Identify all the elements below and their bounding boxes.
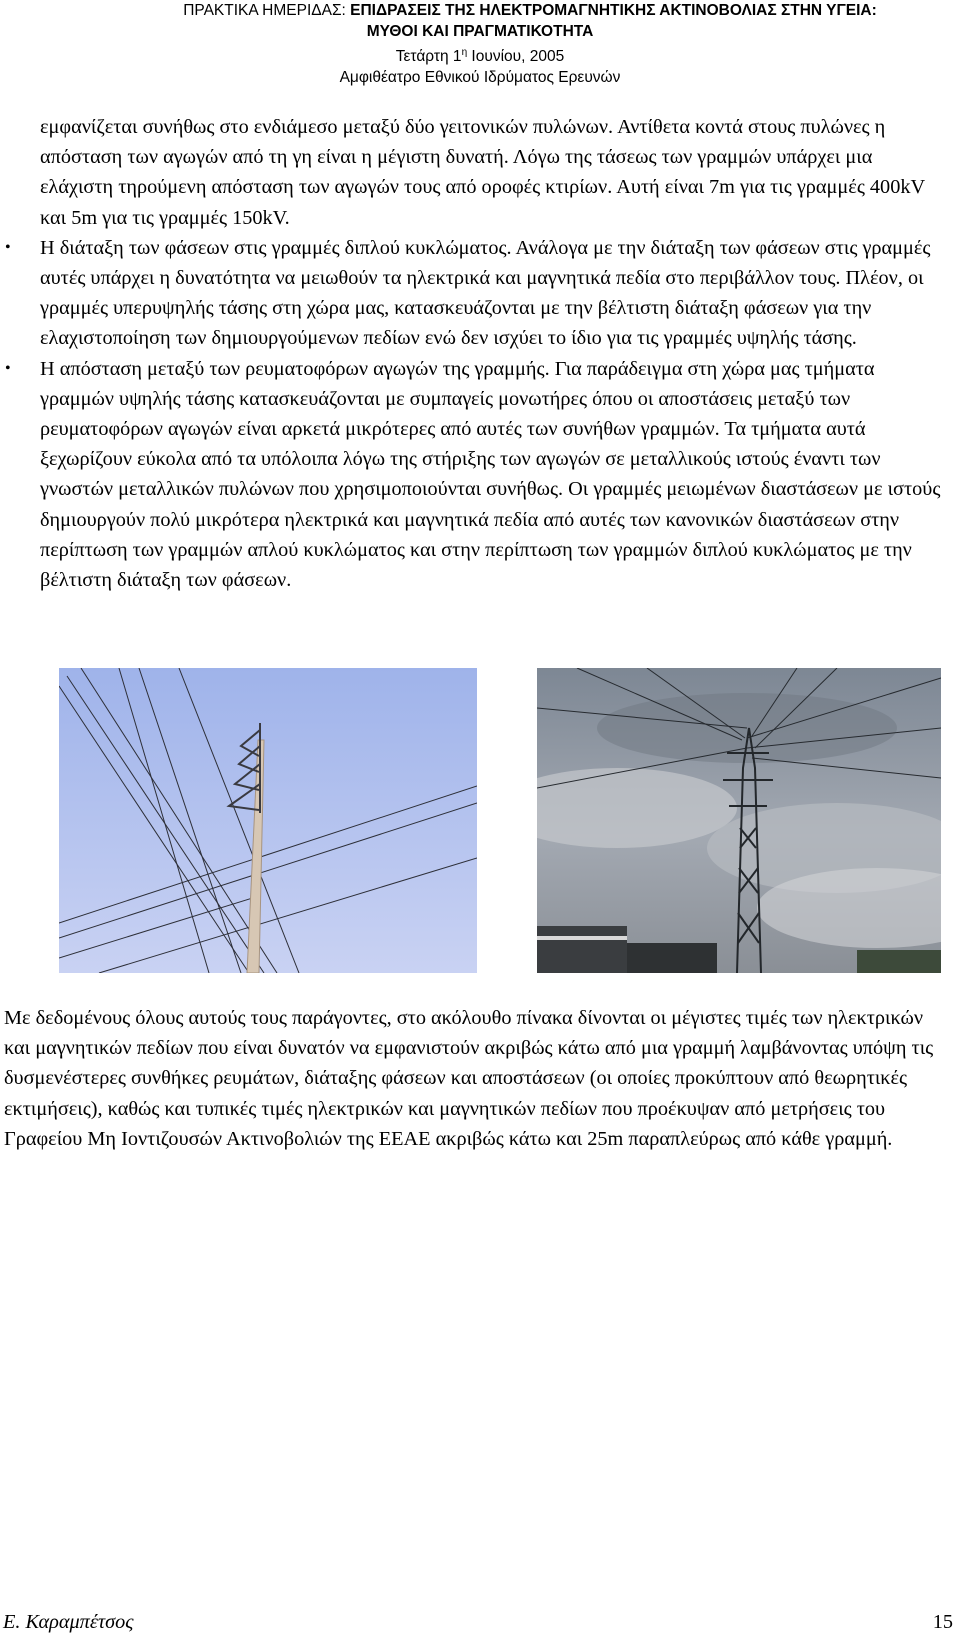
header-date-day: Τετάρτη 1 xyxy=(395,48,462,66)
bullet-lead: Η απόσταση μεταξύ των ρευματοφόρων αγωγών της γραμμής. xyxy=(40,357,550,380)
lattice-tower-image xyxy=(537,668,941,973)
bullet-icon: • xyxy=(5,238,11,256)
bullet-text: Για παράδειγμα στη χώρα μας τμήματα γραμμών υψηλής τάσης κατασκευάζονται με συμπαγείς μονωτήρες όπου οι αποστάσεις μεταξύ των ρευματοφόρων αγωγών είναι αρκετά μικρότερες από αυτές των συνήθων γραμμών. Τα τμήματα αυτά ξεχωρίζουν εύκολα από τα υπόλοιπα λόγω της στήριξης των αγωγών σε μεταλλικούς ιστούς έναντι των γνωστών μεταλλικών πυλώνων που χρησιμοποιούνται συνήθως. Οι γραμμές μειωμένων διαστάσεων με ιστούς δημιουργούν πολύ μικρότερα ηλεκτρικά και μαγνητικά πεδία από αυτές των κανονικών διαστάσεων στην περίπτωση των γραμμών απλού κυκλώματος και στην περίπτωση των γραμμών διπλού κυκλώματος με την βέλτιστη διάταξη των φάσεων. xyxy=(40,357,941,592)
bullet-lead: Η διάταξη των φάσεων στις γραμμές διπλού κυκλώματος. xyxy=(40,236,512,259)
header-date-sup: η xyxy=(461,47,468,58)
header-line-1 xyxy=(0,0,960,21)
header-date xyxy=(0,42,960,67)
header-title: ΕΠΙΔΡΑΣΕΙΣ ΤΗΣ ΗΛΕΚΤΡΟΜΑΓΝΗΤΙΚΗΣ ΑΚΤΙΝΟΒΟΛΙΑΣ ΣΤΗΝ ΥΓΕΙΑ: xyxy=(350,2,877,19)
closing-text xyxy=(4,1003,950,1154)
page-number: 15 xyxy=(932,1611,953,1633)
compact-pole-image xyxy=(59,668,477,973)
page-header xyxy=(0,0,960,88)
footer-author: Ε. Καραμπέτσος xyxy=(3,1611,134,1633)
header-prefix: ΠΡΑΚΤΙΚΑ ΗΜΕΡΙΔΑΣ: xyxy=(183,2,351,19)
header-date-rest: Ιουνίου, 2005 xyxy=(467,48,565,66)
bullet-icon: • xyxy=(5,359,11,377)
photo-row xyxy=(0,668,960,974)
bullet-text: Ανάλογα με την διάταξη των φάσεων στις γραμμές αυτές υπάρχει η δυνατότητα να μειωθούν τα ηλεκτρικά και μαγνητικά πεδία στο περιβάλλον τους. Πλέον, οι γραμμές υπερυψηλής τάσης στη χώρα μας, κατασκευάζονται με την βέλτιστη διάταξη φάσεων για την ελαχιστοποίηση των δημιουργούμενων πεδίων ενώ δεν ισχύει το ίδιο για τις γραμμές υψηλής τάσης. xyxy=(40,236,931,350)
header-line-2 xyxy=(0,21,960,42)
intro-paragraph: εμφανίζεται συνήθως στο ενδιάμεσο μεταξύ δύο γειτονικών πυλώνων. Αντίθετα κοντά στους πυλώνες η απόσταση των αγωγών από τη γη είναι η μέγιστη δυνατή. Λόγω της τάσεως των γραμμών υπάρχει μια ελάχιστη τηρούμενη απόσταση των αγωγών τους από οροφές κτιρίων. Αυτή είναι 7m για τις γραμμές 400kV και 5m για τις γραμμές 150kV. xyxy=(40,116,925,229)
bullet-item xyxy=(5,233,945,354)
photo-compact-pole xyxy=(59,668,477,973)
bullet-item xyxy=(5,354,945,596)
closing-paragraph: Με δεδομένους όλους αυτούς τους παράγοντες, στο ακόλουθο πίνακα δίνονται οι μέγιστες τιμές των ηλεκτρικών και μαγνητικών πεδίων που είναι δυνατόν να εμφανιστούν ακριβώς κάτω από μια γραμμή λαμβάνοντας υπόψη τις δυσμενέστερες συνθήκες ρευμάτων, διάταξης φάσεων και αποστάσεων (οι οποίες προκύπτουν από θεωρητικές εκτιμήσεις), καθώς και τυπικές τιμές ηλεκτρικών και μαγνητικών πεδίων που προέκυψαν από μετρήσεις του Γραφείου Μη Ιοντιζουσών Ακτινοβολιών της ΕΕΑΕ ακριβώς κάτω και 25m παραπλεύρως από κάθε γραμμή. xyxy=(4,1007,934,1150)
header-venue: Αμφιθέατρο Εθνικού Ιδρύματος Ερευνών xyxy=(339,69,621,87)
photo-lattice-tower xyxy=(537,668,941,973)
main-text xyxy=(5,112,945,595)
header-subtitle: ΜΥΘΟΙ ΚΑΙ ΠΡΑΓΜΑΤΙΚΟΤΗΤΑ xyxy=(366,23,594,40)
